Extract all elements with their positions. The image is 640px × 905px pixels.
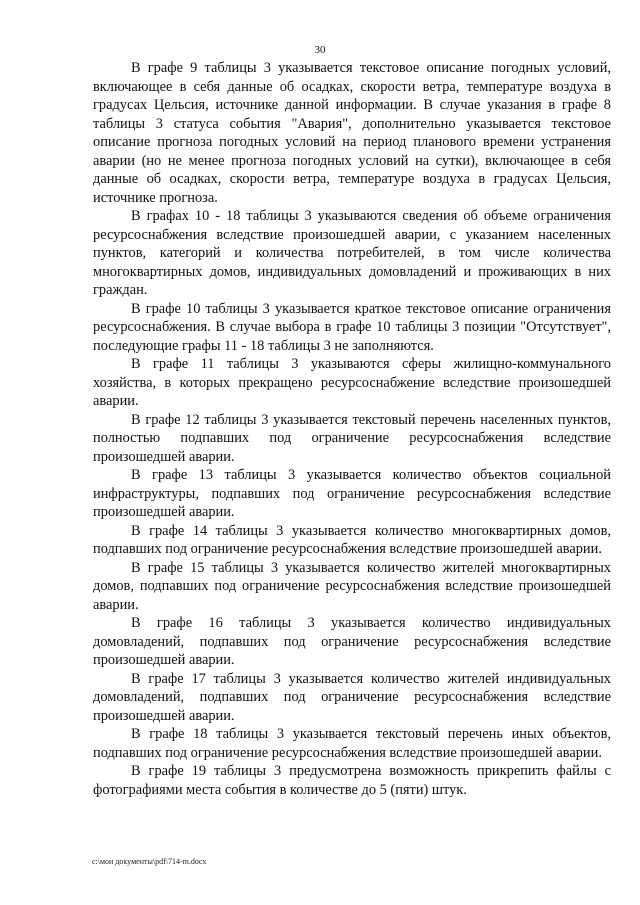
paragraph-grafa-15: В графе 15 таблицы 3 указывается количество жителей многоквартирных домов, подпавших под ограничение ресурсоснабжения вследствие произошедшей аварии. <box>93 559 611 613</box>
paragraph-grafa-11: В графе 11 таблицы 3 указываются сферы жилищно-коммунального хозяйства, в которых прекращено ресурсоснабжение вследствие произошедшей аварии. <box>93 356 611 409</box>
footer-file-path: c:\мои документы\pdf\714-m.docx <box>92 857 207 866</box>
paragraph-grafa-14: В графе 14 таблицы 3 указывается количество многоквартирных домов, подпавших под ограничение ресурсоснабжения вследствие произошедшей аварии. <box>93 522 611 557</box>
paragraph-grafa-18: В графе 18 таблицы 3 указывается текстовый перечень иных объектов, подпавших под ограничение ресурсоснабжения вследствие произошедшей аварии. <box>93 726 611 761</box>
paragraph-grafa-10: В графе 10 таблицы 3 указывается краткое текстовое описание ограничения ресурсоснабжения. В случае выбора в графе 10 таблицы 3 позиции "Отсутствует", последующие графы 11 - 18 таблицы 3 не заполняются. <box>93 300 611 354</box>
paragraph-grafa-16: В графе 16 таблицы 3 указывается количество индивидуальных домовладений, подпавших под ограничение ресурсоснабжения вследствие произошедшей аварии. <box>93 615 611 668</box>
paragraph-grafa-13: В графе 13 таблицы 3 указывается количество объектов социальной инфраструктуры, подпавших под ограничение ресурсоснабжения вследствие произошедшей аварии. <box>93 467 611 520</box>
paragraph-grafa-17: В графе 17 таблицы 3 указывается количество жителей индивидуальных домовладений, подпавших под ограничение ресурсоснабжения вследствие произошедшей аварии. <box>93 670 611 724</box>
paragraph-grafa-19: В графе 19 таблицы 3 предусмотрена возможность прикрепить файлы с фотографиями места события в количестве до 5 (пяти) штук. <box>93 763 611 798</box>
document-body <box>93 59 611 799</box>
page-number: 30 <box>314 44 326 56</box>
paragraph-grafa-9: В графе 9 таблицы 3 указывается текстовое описание погодных условий, включающее в себя данные об осадках, скорости ветра, температуре воздуха в градусах Цельсия, источнике данной информации. В случае указания в графе 8 таблицы 3 статуса события "Авария", дополнительно указывается текстовое описание прогноза погодных условий на период планового времени устранения аварии (но не менее прогноза погодных условий на сутки), включающее в себя данные об осадках, скорости ветра, температуре воздуха в градусах Цельсия, источнике прогноза. <box>93 60 611 206</box>
paragraph-grafy-10-18: В графах 10 - 18 таблицы 3 указываются сведения об объеме ограничения ресурсоснабжения вследствие произошедшей аварии, с указанием населенных пунктов, категорий и количества потребителей, в том числе количества многоквартирных домов, индивидуальных домовладений и проживающих в них граждан. <box>93 208 611 298</box>
paragraph-grafa-12: В графе 12 таблицы 3 указывается текстовый перечень населенных пунктов, полностью подпавших под ограничение ресурсоснабжения вследствие произошедшей аварии. <box>93 411 611 465</box>
